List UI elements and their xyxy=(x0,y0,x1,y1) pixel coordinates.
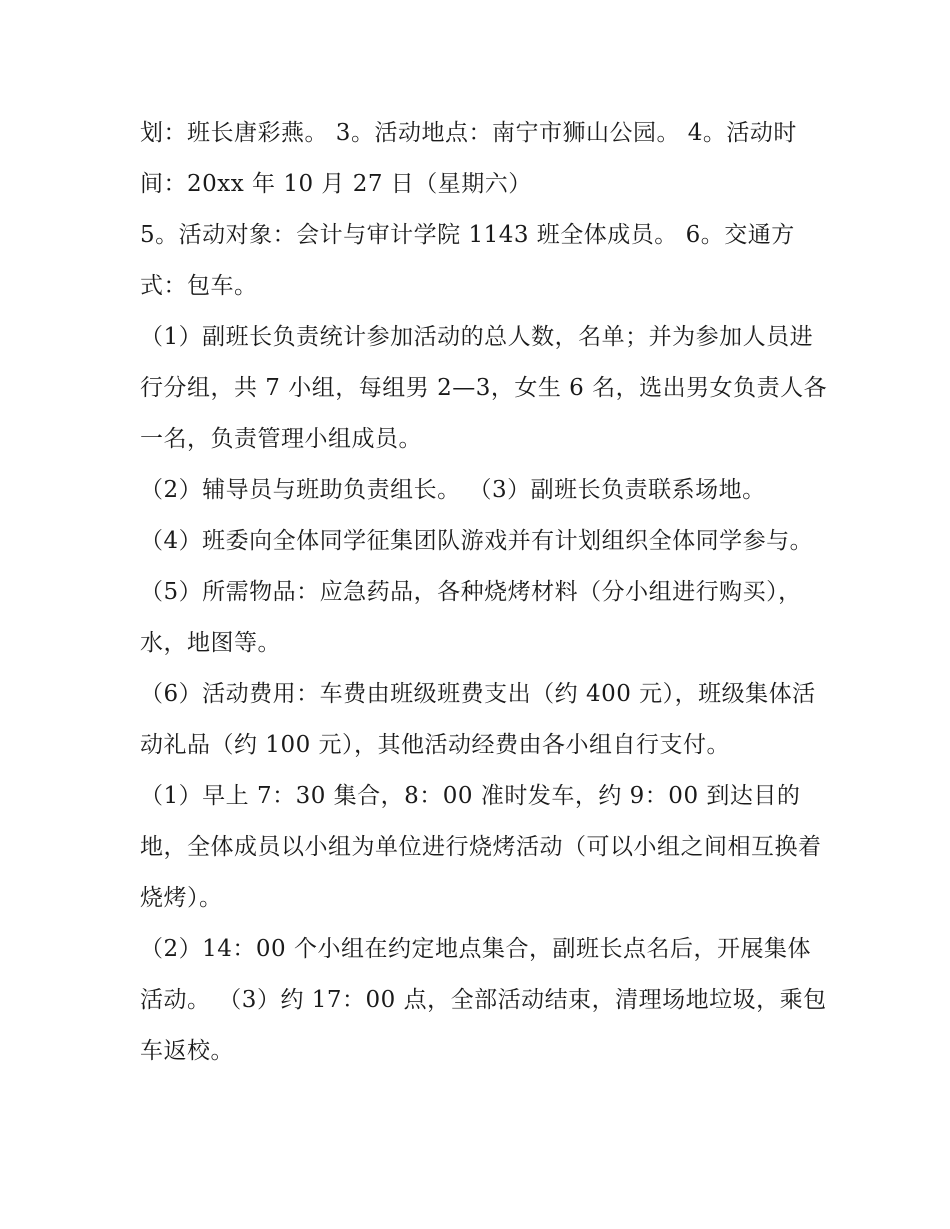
paragraph-schedule-2-3-afternoon: （2）14：00 个小组在约定地点集合，副班长点名后，开展集体活动。 （3）约 17：00 点，全部活动结束，清理场地垃圾，乘包车返校。 xyxy=(140,936,827,1064)
document-body xyxy=(140,108,830,1077)
paragraph-task-1-grouping: （1）副班长负责统计参加活动的总人数，名单；并为参加人员进行分组，共 7 小组，每组男 2—3，女生 6 名，选出男女负责人各一名，负责管理小组成员。 xyxy=(140,324,828,452)
paragraph-task-4-games: （4）班委向全体同学征集团队游戏并有计划组织全体同学参与。 xyxy=(140,528,814,554)
paragraph-schedule-1-morning: （1）早上 7：30 集合，8：00 准时发车，约 9：00 到达目的地，全体成员以小组为单位进行烧烤活动（可以小组之间相互换着烧烤）。 xyxy=(140,783,822,911)
paragraph-task-5-supplies: （5）所需物品：应急药品，各种烧烤材料（分小组进行购买），水，地图等。 xyxy=(140,579,802,656)
paragraph-organizer-location-time: 划：班长唐彩燕。 3。活动地点：南宁市狮山公园。 4。活动时间：20xx 年 10 月 27 日（星期六） xyxy=(140,120,797,197)
paragraph-participants-transport: 5。活动对象：会计与审计学院 1143 班全体成员。 6。交通方式：包车。 xyxy=(140,222,795,299)
paragraph-task-6-costs: （6）活动费用：车费由班级班费支出（约 400 元），班级集体活动礼品（约 100 元），其他活动经费由各小组自行支付。 xyxy=(140,681,816,758)
paragraph-task-2-3: （2）辅导员与班助负责组长。 （3）副班长负责联系场地。 xyxy=(140,477,766,503)
